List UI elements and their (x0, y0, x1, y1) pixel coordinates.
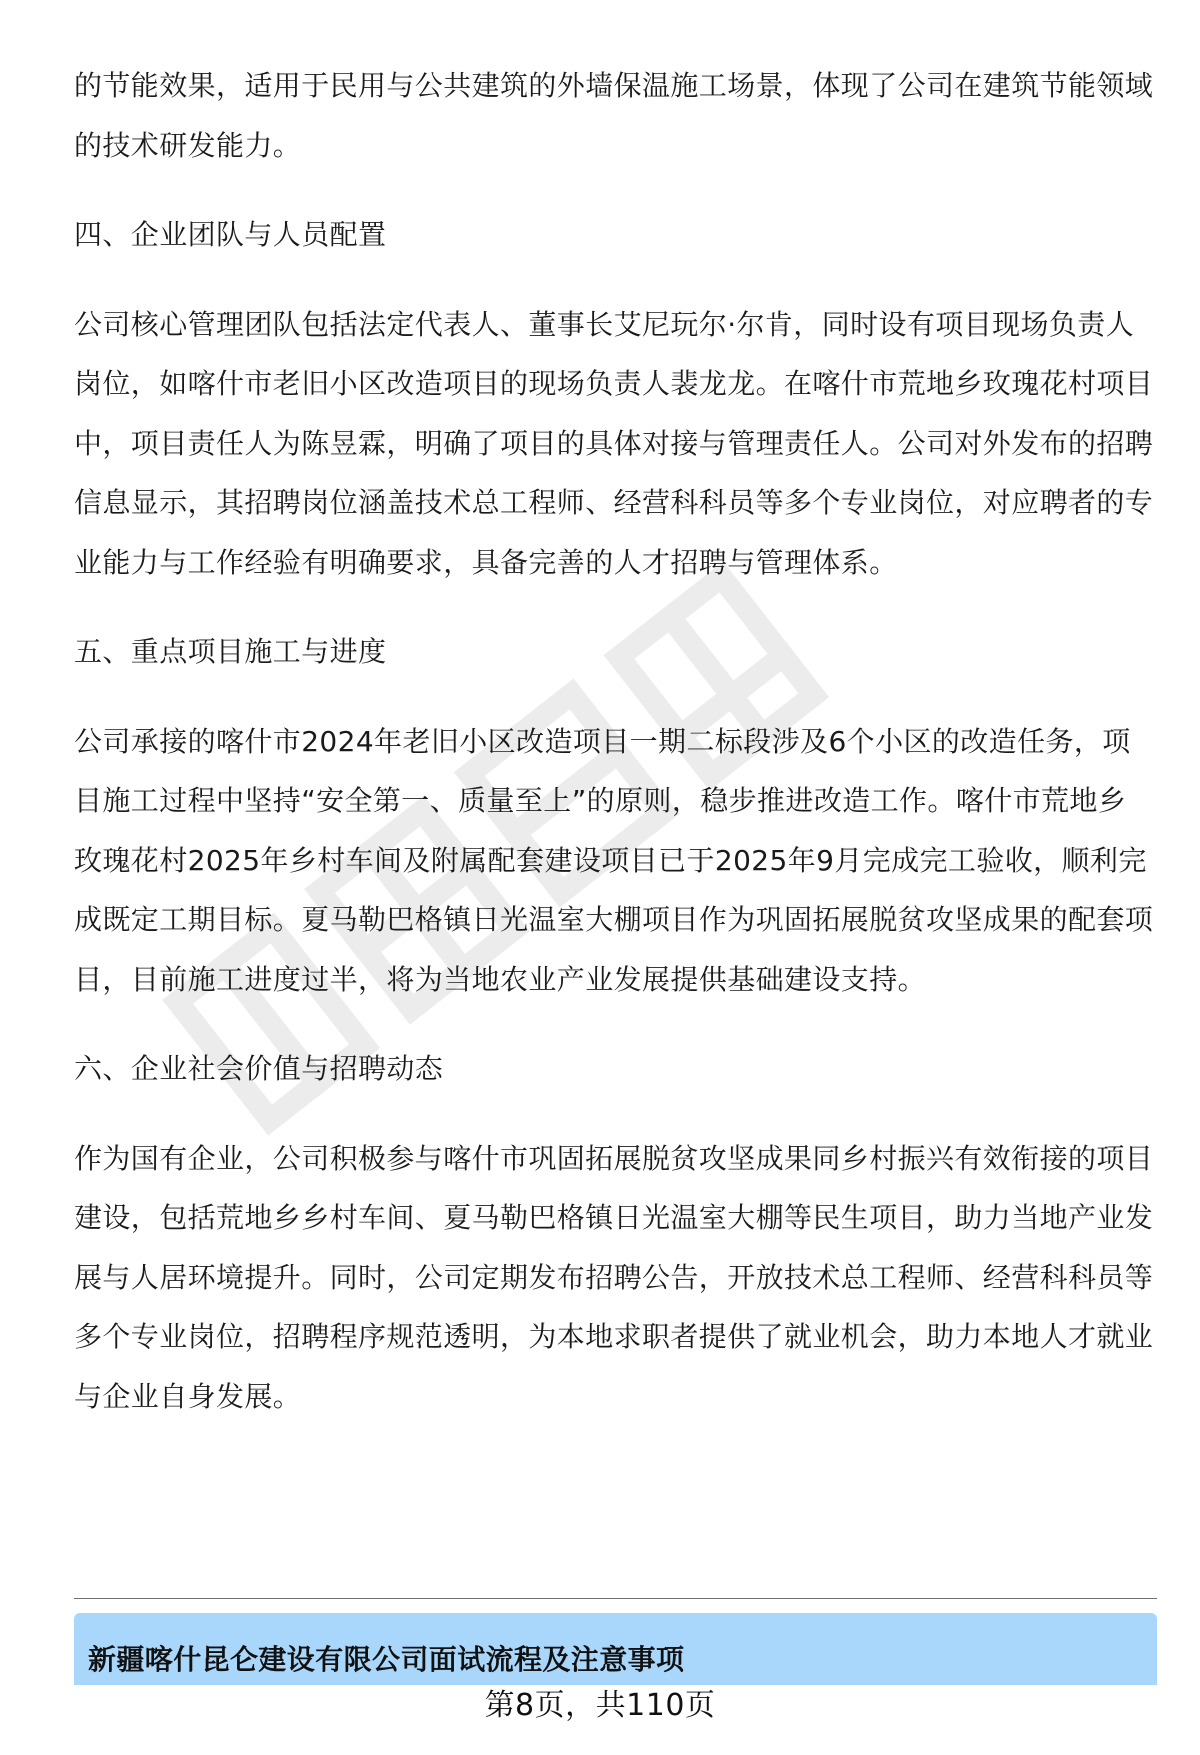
paragraph-projects: 公司承接的喀什市2024年老旧小区改造项目一期二标段涉及6个小区的改造任务，项目施工过程中坚持“安全第一、质量至上”的原则，稳步推进改造工作。喀什市荒地乡玫瑰花村2025年乡村车间及附属配套建设项目已于2025年9月完成完工验收，顺利完成既定工期目标。夏马勒巴格镇日光温室大棚项目作为巩固拓展脱贫攻坚成果的配套项目，目前施工进度过半，将为当地农业产业发展提供基础建设支持。 (74, 724, 1154, 996)
section-heading-team: 四、企业团队与人员配置 (74, 218, 387, 251)
section-heading-social-value: 六、企业社会价值与招聘动态 (74, 1052, 444, 1085)
page-number: 第8页，共110页 (484, 1688, 716, 1723)
banner-title: 新疆喀什昆仑建设有限公司面试流程及注意事项 (88, 1643, 685, 1676)
paragraph-social-value: 作为国有企业，公司积极参与喀什市巩固拓展脱贫攻坚成果同乡村振兴有效衔接的项目建设，包括荒地乡乡村车间、夏马勒巴格镇日光温室大棚等民生项目，助力当地产业发展与人居环境提升。同时，公司定期发布招聘公告，开放技术总工程师、经营科科员等多个专业岗位，招聘程序规范透明，为本地求职者提供了就业机会，助力本地人才就业与企业自身发展。 (74, 1141, 1154, 1413)
section-banner (74, 1613, 1157, 1685)
document-body (74, 56, 1154, 1456)
section-heading-projects: 五、重点项目施工与进度 (74, 635, 387, 668)
section-divider (74, 1598, 1157, 1599)
paragraph-intro-continuation: 的节能效果，适用于民用与公共建筑的外墙保温施工场景，体现了公司在建筑节能领域的技术研发能力。 (74, 69, 1154, 162)
paragraph-team: 公司核心管理团队包括法定代表人、董事长艾尼玩尔·尔肯，同时设有项目现场负责人岗位，如喀什市老旧小区改造项目的现场负责人裴龙龙。在喀什市荒地乡玫瑰花村项目中，项目责任人为陈昱霖，明确了项目的具体对接与管理责任人。公司对外发布的招聘信息显示，其招聘岗位涵盖技术总工程师、经营科科员等多个专业岗位，对应聘者的专业能力与工作经验有明确要求，具备完善的人才招聘与管理体系。 (74, 307, 1154, 579)
